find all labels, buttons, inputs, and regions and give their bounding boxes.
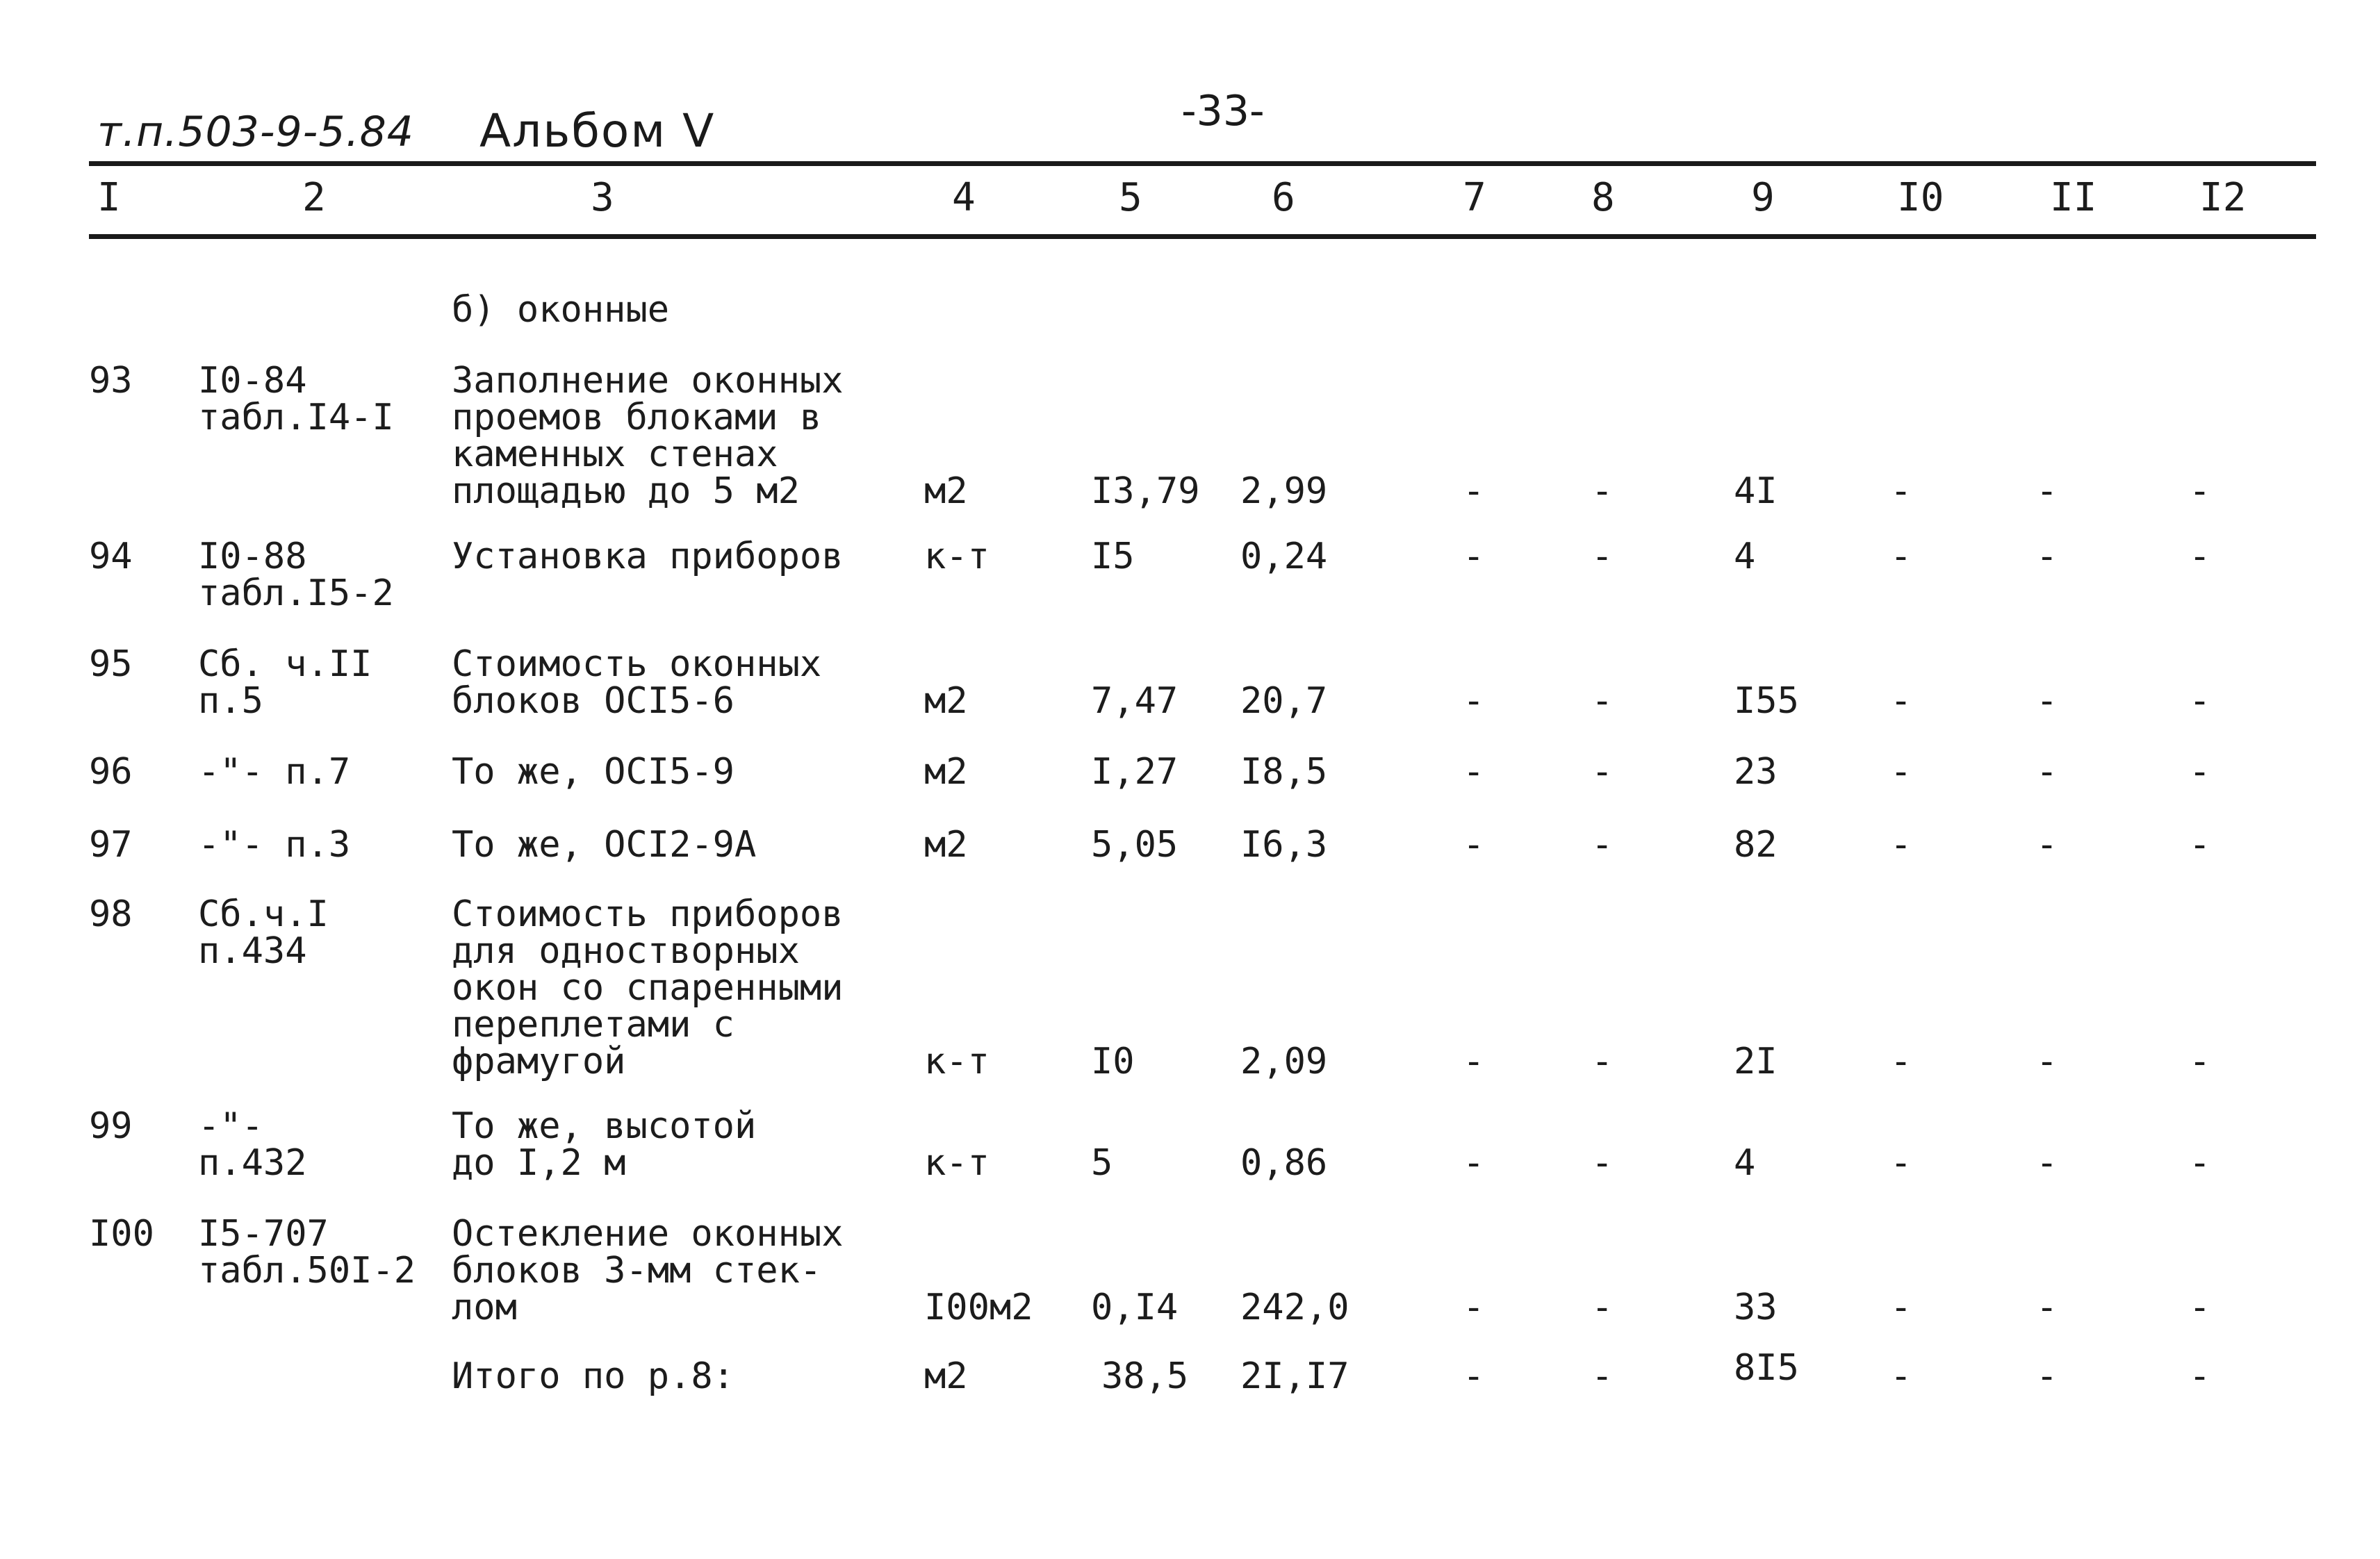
row-description: блоков 3-мм стек- [452,1250,822,1292]
row-quantity: 5 [1091,1142,1113,1184]
row-unit: м2 [924,751,968,793]
row-col-10: - [1890,824,1912,866]
row-description: Стоимость оконных [452,643,822,685]
row-reference: Сб. ч.II [198,643,372,685]
row-description: Заполнение оконных [452,360,844,402]
row-reference: Сб.ч.I [198,893,329,935]
row-col-11: - [2036,470,2058,512]
row-col-10: - [1890,1287,1912,1328]
row-col-9: 23 [1734,751,1778,793]
row-description: для одностворных [452,930,800,972]
row-col-9: 2I [1734,1041,1778,1082]
row-reference: I0-88 [198,536,307,577]
row-description: фрамугой [452,1041,626,1082]
row-description: переплетами с [452,1004,734,1046]
row-description: каменных стенах [452,434,778,475]
column-number: 6 [1272,175,1295,220]
row-col-7: - [1463,751,1485,793]
total-quantity: 38,5 [1101,1355,1189,1397]
row-description: Установка приборов [452,536,844,577]
row-price: 242,0 [1240,1287,1349,1328]
row-reference: табл.I4-I [198,397,394,438]
row-col-12: - [2189,536,2211,577]
row-col-7: - [1463,680,1485,722]
column-number: I [97,175,121,220]
row-reference: п.432 [198,1142,307,1184]
row-col-8: - [1591,536,1614,577]
row-col-8: - [1591,680,1614,722]
row-col-12: - [2189,824,2211,866]
row-reference: I5-707 [198,1213,329,1255]
column-number: II [2050,175,2097,220]
column-number: 3 [591,175,614,220]
row-col-7: - [1463,824,1485,866]
page-number: -33- [1181,87,1265,135]
row-unit: к-т [924,536,990,577]
row-price: 20,7 [1240,680,1328,722]
row-col-8: - [1591,470,1614,512]
row-reference: п.5 [198,680,263,722]
row-description: То же, высотой [452,1105,757,1147]
row-col-11: - [2036,536,2058,577]
column-number: 9 [1751,175,1775,220]
row-unit: к-т [924,1041,990,1082]
row-number: 97 [89,824,133,866]
row-quantity: 0,I4 [1091,1287,1179,1328]
table-top-rule [89,161,2316,166]
row-description: проемов блоками в [452,397,822,438]
row-col-12: - [2189,751,2211,793]
row-col-11: - [2036,1142,2058,1184]
row-description: лом [452,1287,517,1328]
row-reference: I0-84 [198,360,307,402]
row-number: I00 [89,1213,154,1255]
row-col-11: - [2036,751,2058,793]
row-col-9: 4 [1734,536,1756,577]
row-description: Остекление оконных [452,1213,844,1255]
row-description: окон со спаренными [452,967,844,1009]
row-reference: -"- п.3 [198,824,351,866]
row-col-9: 33 [1734,1287,1778,1328]
total-col-12: - [2189,1355,2211,1397]
column-number: I2 [2199,175,2247,220]
row-col-7: - [1463,536,1485,577]
row-price: 2,99 [1240,470,1328,512]
row-col-7: - [1463,1287,1485,1328]
section-title: б) оконные [452,289,670,331]
row-col-8: - [1591,751,1614,793]
row-col-11: - [2036,1287,2058,1328]
row-col-8: - [1591,824,1614,866]
row-col-12: - [2189,1287,2211,1328]
total-col-7: - [1463,1355,1485,1397]
album-title: Альбом V [479,104,716,158]
row-quantity: 7,47 [1091,680,1179,722]
column-number: 2 [302,175,326,220]
row-col-9: 82 [1734,824,1778,866]
row-col-9: 4I [1734,470,1778,512]
row-col-12: - [2189,1041,2211,1082]
row-price: 2,09 [1240,1041,1328,1082]
row-number: 95 [89,643,133,685]
column-number: 7 [1463,175,1486,220]
row-price: I8,5 [1240,751,1328,793]
row-reference: табл.I5-2 [198,572,394,614]
row-col-10: - [1890,536,1912,577]
row-col-12: - [2189,1142,2211,1184]
row-quantity: I,27 [1091,751,1179,793]
row-col-10: - [1890,680,1912,722]
row-unit: м2 [924,680,968,722]
row-reference: табл.50I-2 [198,1250,416,1292]
total-col-11: - [2036,1355,2058,1397]
row-col-8: - [1591,1287,1614,1328]
total-label: Итого по р.8: [452,1355,734,1397]
document-code: т.п.503-9-5.84 [97,108,414,156]
column-number: I0 [1897,175,1944,220]
row-col-10: - [1890,1142,1912,1184]
row-description: То же, ОСI2-9А [452,824,757,866]
row-description: блоков ОСI5-6 [452,680,734,722]
column-number: 5 [1119,175,1142,220]
row-quantity: 5,05 [1091,824,1179,866]
row-col-10: - [1890,1041,1912,1082]
row-unit: м2 [924,824,968,866]
row-number: 93 [89,360,133,402]
total-col-8: - [1591,1355,1614,1397]
row-quantity: I0 [1091,1041,1135,1082]
row-reference: -"- [198,1105,263,1147]
column-number: 4 [952,175,976,220]
table-header-rule [89,234,2316,239]
row-price: I6,3 [1240,824,1328,866]
row-number: 96 [89,751,133,793]
row-description: площадью до 5 м2 [452,470,800,512]
row-col-11: - [2036,824,2058,866]
row-col-8: - [1591,1142,1614,1184]
row-col-9: I55 [1734,680,1799,722]
row-quantity: I5 [1091,536,1135,577]
row-col-11: - [2036,680,2058,722]
row-col-7: - [1463,1041,1485,1082]
row-unit: к-т [924,1142,990,1184]
row-number: 94 [89,536,133,577]
row-col-10: - [1890,751,1912,793]
row-price: 0,24 [1240,536,1328,577]
row-col-12: - [2189,470,2211,512]
row-col-9: 4 [1734,1142,1756,1184]
row-quantity: I3,79 [1091,470,1200,512]
total-unit: м2 [924,1355,968,1397]
total-col-10: - [1890,1355,1912,1397]
row-description: до I,2 м [452,1142,626,1184]
row-col-7: - [1463,1142,1485,1184]
total-col-9: 8I5 [1734,1347,1799,1389]
row-price: 0,86 [1240,1142,1328,1184]
row-number: 99 [89,1105,133,1147]
row-unit: м2 [924,470,968,512]
row-col-12: - [2189,680,2211,722]
row-col-11: - [2036,1041,2058,1082]
row-reference: п.434 [198,930,307,972]
row-unit: I00м2 [924,1287,1033,1328]
row-reference: -"- п.7 [198,751,351,793]
row-description: Стоимость приборов [452,893,844,935]
row-number: 98 [89,893,133,935]
column-number: 8 [1591,175,1615,220]
row-description: То же, ОСI5-9 [452,751,734,793]
total-price: 2I,I7 [1240,1355,1349,1397]
row-col-7: - [1463,470,1485,512]
row-col-10: - [1890,470,1912,512]
row-col-8: - [1591,1041,1614,1082]
